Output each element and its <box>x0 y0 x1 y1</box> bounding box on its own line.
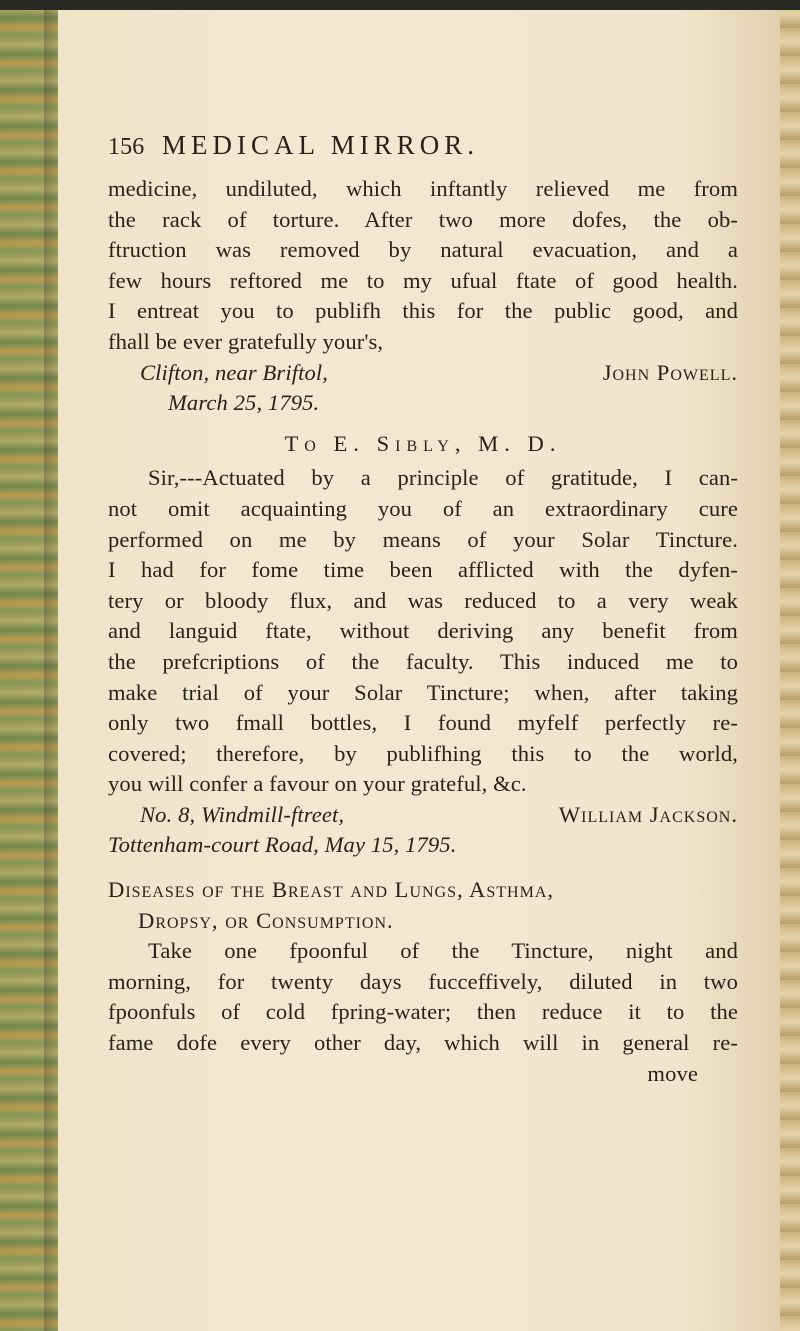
text-line: and languid ftate, without deriving any benefit from <box>108 618 738 644</box>
letter-place: Clifton, near Briftol, <box>140 359 328 385</box>
letter-signature: William Jackson. <box>558 801 738 827</box>
letter-date-text: March 25, 1795. <box>168 390 320 416</box>
section-heading: Dropsy, or Consumption. <box>138 907 394 933</box>
text-line: Take one fpoonful of the Tincture, night and <box>148 938 738 964</box>
text-line: not omit acquainting you of an extraordinary cure <box>108 495 738 521</box>
text-line: medicine, undiluted, which inftantly relieved me from <box>108 176 738 201</box>
text-line: fhall be ever gratefully your's, <box>108 328 384 354</box>
letter-signature: John Powell. <box>602 359 738 385</box>
letter-date <box>108 388 738 419</box>
text-line: the prefcriptions of the faculty. This induced me to <box>108 648 738 674</box>
text-line: fame dofe every other day, which will in general re- <box>108 1030 738 1056</box>
signature-line <box>108 358 738 389</box>
spacer <box>108 861 738 875</box>
text-line: the rack of torture. After two more dofes, the ob- <box>108 206 738 232</box>
text-line: make trial of your Solar Tincture; when, after taking <box>108 679 738 705</box>
text-line: fpoonfuls of cold fpring-water; then reduce it to the <box>108 999 738 1025</box>
scan-top-border <box>0 0 800 10</box>
section-diseases <box>108 875 738 1089</box>
binding-edge <box>0 0 58 1331</box>
signature-line <box>108 800 738 831</box>
page-number: 156 <box>108 134 145 160</box>
text-line: ftruction was removed by natural evacuation, and a <box>108 237 738 263</box>
text-line: few hours reftored me to my ufual ftate of good health. <box>108 267 738 293</box>
text-line: only two fmall bottles, I found myfelf perfectly re- <box>108 710 738 736</box>
text-line: Sir,---Actuated by a principle of gratitude, I can- <box>148 465 738 491</box>
text-line: morning, for twenty days fucceffively, diluted in two <box>108 968 738 994</box>
text-line: I entreat you to publifh this for the public good, and <box>108 298 738 324</box>
catchword: move <box>647 1060 698 1086</box>
letter-jackson <box>108 463 738 861</box>
letter-powell <box>108 174 738 419</box>
letter-place: No. 8, Windmill-ftreet, <box>140 801 345 827</box>
page-header <box>108 130 738 170</box>
letter-date-text: Tottenham-court Road, May 15, 1795. <box>108 832 457 858</box>
page-text <box>108 130 738 1089</box>
text-line: tery or bloody flux, and was reduced to a very weak <box>108 587 738 613</box>
text-line: covered; therefore, by publifhing this to the world, <box>108 740 738 766</box>
running-title: MEDICAL MIRROR. <box>162 130 480 160</box>
text-line: you will confer a favour on your grateful, &c. <box>108 771 527 797</box>
text-line: I had for fome time been afflicted with the dyfen- <box>108 557 738 583</box>
text-line: performed on me by means of your Solar Tincture. <box>108 526 738 552</box>
letter-address: To E. Sibly, M. D. <box>284 430 562 456</box>
section-heading: Diseases of the Breast and Lungs, Asthma, <box>108 877 555 903</box>
letter-date <box>108 830 738 861</box>
page-edge <box>780 0 800 1331</box>
